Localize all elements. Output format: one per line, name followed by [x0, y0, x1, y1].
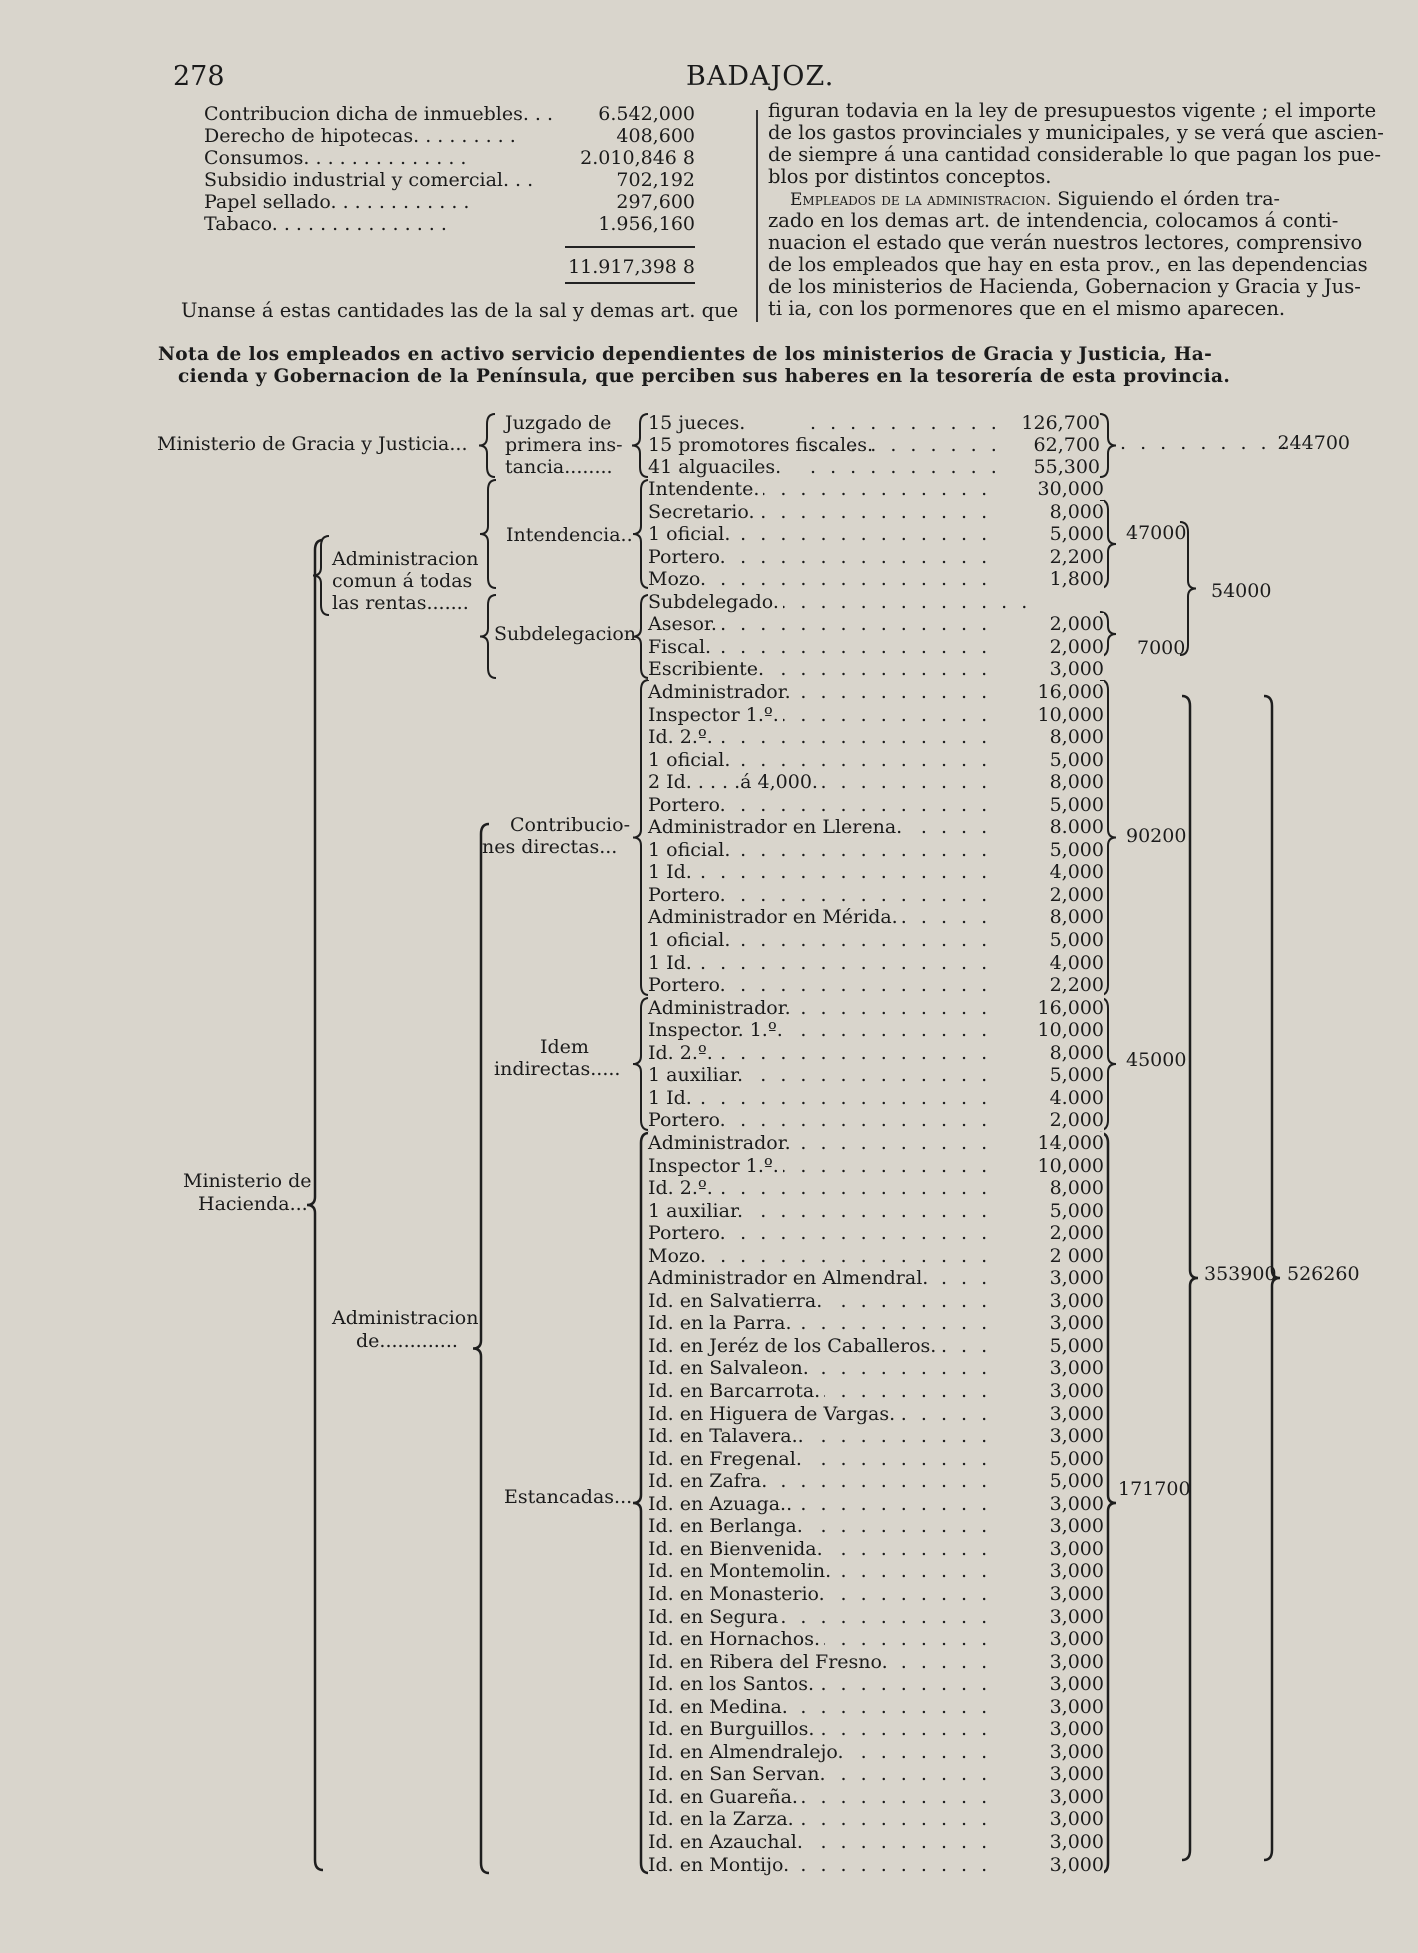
hacienda-item: 2 Id. . . . .á 4,000. [648, 771, 822, 793]
row-leader [700, 1064, 1030, 1086]
intendencia-subtotal: 47000 [1126, 522, 1187, 544]
revenue-total: 11.917,398 8 [568, 256, 695, 278]
directas-subtotal: 90200 [1126, 825, 1187, 847]
brace-comun-total [1180, 522, 1196, 655]
hacienda-amount: 2,200 [1000, 974, 1104, 996]
hacienda-amount: 3,000 [1000, 1763, 1104, 1785]
row-leader [700, 546, 1030, 568]
hacienda-amount: 3,000 [1000, 1357, 1104, 1379]
hacienda-item: 1 Id. [648, 952, 696, 974]
hacienda-amount: 3,000 [1000, 1718, 1104, 1740]
hacienda-item: Mozo. [648, 1245, 710, 1267]
hacienda-amount: 8,000 [1000, 726, 1104, 748]
hacienda-item: 1 Id. [648, 861, 696, 883]
right-col-line: de siempre á una cantidad considerable lo que pagan los pue- [768, 143, 1381, 166]
directas-label-1: Contribucio- [510, 814, 630, 836]
revenue-label: Contribucion dicha de inmuebles. . . [204, 103, 554, 125]
hacienda-item: Administrador. [648, 997, 795, 1019]
hacienda-item: Id. 2.º. [648, 1177, 717, 1199]
hacienda-amount: 5,000 [1000, 929, 1104, 951]
ministry-hacienda-2: Hacienda... [198, 1193, 308, 1215]
revenue-label: Papel sellado. . . . . . . . . . . . [204, 191, 470, 213]
hacienda-item: Portero. [648, 974, 730, 996]
row-leader [700, 929, 1030, 951]
row-leader [700, 1200, 1030, 1222]
brace-gracia-ministry [479, 414, 495, 477]
hacienda-amount: 4.000 [1000, 1087, 1104, 1109]
hacienda-amount: 5,000 [1000, 1335, 1104, 1357]
hacienda-amount: 3,000 [1000, 1741, 1104, 1763]
hacienda-item: Id. en Ribera del Fresno. [648, 1651, 892, 1673]
hacienda-item: Id. en Salvaleon. [648, 1357, 813, 1379]
brace-subdelegacion [480, 595, 496, 678]
administracion-total: 353900 [1204, 1263, 1277, 1285]
hacienda-amount: 3,000 [1000, 1606, 1104, 1628]
adm-comun-2: comun á todas [332, 570, 473, 592]
hacienda-item: Intendente. [648, 478, 763, 500]
hacienda-amount: 10,000 [1000, 1155, 1104, 1177]
hacienda-item: Subdelegado. [648, 591, 783, 613]
row-leader [700, 974, 1030, 996]
right-col-line: zado en los demas art. de intendencia, colocamos á conti- [768, 209, 1339, 232]
subdelegacion-label: Subdelegacion [494, 623, 637, 645]
hacienda-amount: 16,000 [1000, 681, 1104, 703]
hacienda-amount: 2,000 [1000, 613, 1104, 635]
hacienda-item: Id. en la Zarza. [648, 1808, 798, 1830]
hacienda-item: Portero. [648, 794, 730, 816]
row-leader [700, 726, 1030, 748]
hacienda-item: Inspector 1.º. [648, 704, 783, 726]
hacienda-amount: 4,000 [1000, 861, 1104, 883]
hacienda-amount: 8,000 [1000, 906, 1104, 928]
hacienda-item: Administrador. [648, 681, 795, 703]
hacienda-item: Id. en Guareña. [648, 1786, 802, 1808]
revenue-label: Derecho de hipotecas. . . . . . . . . [204, 125, 516, 147]
hacienda-item: 1 oficial. [648, 749, 734, 771]
hacienda-amount: 2,000 [1000, 1222, 1104, 1244]
hacienda-item: Id. en Zafra. [648, 1470, 771, 1492]
revenue-amount: 297,600 [616, 191, 695, 213]
hacienda-amount: 3,000 [1000, 1493, 1104, 1515]
hacienda-amount: 2,200 [1000, 546, 1104, 568]
hacienda-item: Id. en Higuera de Vargas. [648, 1403, 899, 1425]
hacienda-item: Id. 2.º. [648, 726, 717, 748]
hacienda-item: Id. en Monasterio. [648, 1583, 829, 1605]
hacienda-item: Id. en Hornachos. [648, 1628, 824, 1650]
hacienda-amount: 3,000 [1000, 1425, 1104, 1447]
hacienda-item: 1 oficial. [648, 523, 734, 545]
brace-intendencia [480, 480, 496, 588]
hacienda-item: 1 oficial. [648, 839, 734, 861]
hacienda-item: Id. en Jeréz de los Caballeros. [648, 1335, 940, 1357]
adm-comun-3: las rentas....... [332, 592, 469, 614]
brace-intendencia-rows [633, 480, 649, 588]
brace-subdelegacion-rows [633, 595, 649, 678]
hacienda-item: Id. en Medina. [648, 1696, 792, 1718]
hacienda-amount: 5,000 [1000, 1448, 1104, 1470]
hacienda-item: Mozo. [648, 568, 710, 590]
hacienda-item: Inspector. 1.º. [648, 1019, 787, 1041]
revenue-amount: 2.010,846 8 [580, 147, 695, 169]
table-title-line-1: Nota de los empleados en activo servicio dependientes de los ministerios de Gracia y Justicia, Ha- [158, 344, 1213, 365]
gracia-item: 15 promotores fiscales. [648, 434, 874, 456]
hacienda-amount: 2,000 [1000, 636, 1104, 658]
gracia-amount: 126,700 [1021, 412, 1100, 434]
gracia-amount: 55,300 [1033, 456, 1100, 478]
hacienda-item: Escribiente. [648, 658, 768, 680]
left-last-line: Unanse á estas cantidades las de la sal y demas art. que [181, 299, 739, 322]
hacienda-item: Id. en Segura [648, 1606, 782, 1628]
hacienda-item: 1 oficial. [648, 929, 734, 951]
hacienda-item: Portero. [648, 546, 730, 568]
hacienda-item: Id. en Montemolin. [648, 1560, 835, 1582]
estancadas-label: Estancadas... [504, 1486, 633, 1508]
hacienda-amount: 3,000 [1000, 1673, 1104, 1695]
gracia-item: 15 jueces. [648, 412, 746, 434]
brace-indirectas [633, 998, 649, 1130]
brace-adm-total [1182, 696, 1198, 1860]
directas-label-2: nes directas... [482, 836, 618, 858]
hacienda-amount: 3,000 [1000, 1808, 1104, 1830]
indirectas-label-1: Idem [540, 1036, 589, 1058]
row-leader [700, 568, 1030, 590]
row-leader [700, 839, 1030, 861]
hacienda-amount: 5,000 [1000, 1470, 1104, 1492]
hacienda-amount: 2,000 [1000, 1109, 1104, 1131]
hacienda-amount: 16,000 [1000, 997, 1104, 1019]
hacienda-grand-total: 526260 [1287, 1263, 1360, 1285]
row-leader [700, 1222, 1030, 1244]
hacienda-item: Id. en Azauchal. [648, 1831, 807, 1853]
hacienda-item: Id. en Almendralejo. [648, 1741, 848, 1763]
hacienda-amount: 10,000 [1000, 1019, 1104, 1041]
hacienda-item: 1 auxiliar. [648, 1200, 747, 1222]
hacienda-item: Administrador en Almendral. [648, 1267, 932, 1289]
juzgado-line-3: tancia........ [505, 456, 613, 478]
row-leader [700, 613, 1030, 635]
hacienda-amount: 2,000 [1000, 884, 1104, 906]
hacienda-amount: 3,000 [1000, 1403, 1104, 1425]
revenue-amount: 1.956,160 [598, 213, 695, 235]
hacienda-amount: 4,000 [1000, 952, 1104, 974]
indirectas-label-2: indirectas..... [494, 1058, 621, 1080]
hacienda-amount: 8,000 [1000, 771, 1104, 793]
hacienda-amount: 3,000 [1000, 1786, 1104, 1808]
row-leader [700, 794, 1030, 816]
gracia-total: 244700 [1277, 432, 1350, 454]
hacienda-item: Portero. [648, 1222, 730, 1244]
juzgado-line-1: Juzgado de [505, 412, 612, 434]
hacienda-amount: 3,000 [1000, 1628, 1104, 1650]
row-leader [700, 636, 1030, 658]
hacienda-item: Inspector 1.º. [648, 1155, 783, 1177]
hacienda-item: Id. 2.º. [648, 1042, 717, 1064]
ministry-hacienda-1: Ministerio de [183, 1170, 312, 1192]
hacienda-item: Administrador en Llerena. [648, 816, 906, 838]
right-col-line: de los gastos provinciales y municipales, y se verá que ascien- [768, 121, 1384, 144]
row-leader [700, 1087, 1030, 1109]
hacienda-item: Administrador. [648, 1132, 795, 1154]
hacienda-amount: 3,000 [1000, 658, 1104, 680]
hacienda-item: 1 Id. [648, 1087, 696, 1109]
hacienda-item: Id. en Talavera.. [648, 1425, 808, 1447]
revenue-label: Subsidio industrial y comercial. . . [204, 169, 534, 191]
adm-de-2: de............. [356, 1330, 458, 1352]
page-number: 278 [173, 61, 225, 92]
subdelegacion-subtotal: 7000 [1137, 637, 1186, 659]
hacienda-amount: 2 000 [1000, 1245, 1104, 1267]
hacienda-amount: 3,000 [1000, 1312, 1104, 1334]
table-title-line-2: cienda y Gobernacion de la Península, que perciben sus haberes en la tesorería de esta provincia. [178, 366, 1231, 387]
row-leader [700, 1177, 1030, 1199]
hacienda-item: Id. en San Servan. [648, 1763, 830, 1785]
hacienda-item: Id. en Barcarrota. [648, 1380, 824, 1402]
hacienda-amount: 5,000 [1000, 1064, 1104, 1086]
brace-gracia-total [1100, 414, 1116, 477]
hacienda-amount: 14,000 [1000, 1132, 1104, 1154]
hacienda-amount: 3,000 [1000, 1696, 1104, 1718]
hacienda-item: Id. en Montijo. [648, 1854, 793, 1876]
hacienda-amount: 5,000 [1000, 1200, 1104, 1222]
hacienda-amount: 30,000 [1000, 478, 1104, 500]
hacienda-amount: 5,000 [1000, 839, 1104, 861]
page-title: BADAJOZ. [686, 61, 835, 92]
hacienda-amount: 8,000 [1000, 1042, 1104, 1064]
hacienda-item: Secretario. [648, 501, 759, 523]
hacienda-item: Id. en Azuaga.. [648, 1493, 796, 1515]
row-leader [700, 884, 1030, 906]
right-col-line: ti ia, con los pormenores que en el mismo aparecen. [768, 297, 1286, 320]
row-leader [700, 861, 1030, 883]
intendencia-label: Intendencia.. [506, 524, 633, 546]
right-col-line2-0: Siguiendo el órden tra- [1051, 188, 1280, 210]
row-leader [700, 1245, 1030, 1267]
hacienda-item: Administrador en Mérida. [648, 906, 902, 928]
row-leader [700, 952, 1030, 974]
indirectas-subtotal: 45000 [1126, 1049, 1187, 1071]
hacienda-item: 1 auxiliar. [648, 1064, 747, 1086]
hacienda-amount: 3,000 [1000, 1831, 1104, 1853]
right-col-line: de los empleados que hay en esta prov., en las dependencias [768, 253, 1368, 276]
gracia-item: 41 alguaciles. [648, 456, 782, 478]
hacienda-item: Asesor. [648, 613, 721, 635]
revenue-label: Consumos. . . . . . . . . . . . . . [204, 147, 467, 169]
hacienda-amount: 3,000 [1000, 1515, 1104, 1537]
hacienda-amount: 3,000 [1000, 1290, 1104, 1312]
revenue-amount: 702,192 [616, 169, 695, 191]
revenue-amount: 408,600 [616, 125, 695, 147]
hacienda-item: Id. en Berlanga. [648, 1515, 807, 1537]
hacienda-amount: 5,000 [1000, 523, 1104, 545]
revenue-label: Tabaco. . . . . . . . . . . . . . . [204, 213, 447, 235]
hacienda-item: Id. en Burguillos. [648, 1718, 818, 1740]
hacienda-amount: 8,000 [1000, 501, 1104, 523]
brace-hacienda-ministry [307, 540, 323, 1870]
hacienda-amount: 3,000 [1000, 1854, 1104, 1876]
hacienda-amount: 3,000 [1000, 1583, 1104, 1605]
hacienda-amount: 5,000 [1000, 794, 1104, 816]
brace-grand-total [1264, 696, 1280, 1860]
hacienda-amount: 1,800 [1000, 568, 1104, 590]
hacienda-amount: 10,000 [1000, 704, 1104, 726]
hacienda-amount: 3,000 [1000, 1380, 1104, 1402]
brace-directas [633, 680, 649, 995]
ministry-gracia: Ministerio de Gracia y Justicia... [157, 433, 468, 455]
hacienda-item: Id. en Fregenal. [648, 1448, 806, 1470]
hacienda-amount: 3,000 [1000, 1560, 1104, 1582]
hacienda-amount: 3,000 [1000, 1267, 1104, 1289]
brace-adm-de [473, 824, 489, 1873]
adm-comun-1: Administracion [332, 548, 479, 570]
estancadas-subtotal: 171700 [1118, 1478, 1191, 1500]
hacienda-amount: 8.000 [1000, 816, 1104, 838]
row-leader [700, 1109, 1030, 1131]
comun-total: 54000 [1211, 580, 1272, 602]
hacienda-amount: 8,000 [1000, 1177, 1104, 1199]
right-col-line: nuacion el estado que verán nuestros lectores, comprensivo [768, 231, 1363, 254]
hacienda-item: Fiscal. [648, 636, 715, 658]
hacienda-item: Id. en Salvatierra. [648, 1290, 826, 1312]
row-leader [700, 523, 1030, 545]
right-col-line: de los ministerios de Hacienda, Gobernacion y Gracia y Jus- [768, 275, 1361, 298]
adm-de-1: Administracion [332, 1307, 479, 1329]
brace-gracia-juzgado [632, 414, 648, 477]
juzgado-line-2: primera ins- [505, 434, 623, 456]
right-col-line: figuran todavia en la ley de presupuestos vigente ; el importe [768, 99, 1377, 122]
hacienda-amount: 3,000 [1000, 1538, 1104, 1560]
hacienda-amount: 3,000 [1000, 1651, 1104, 1673]
brace-estancadas [633, 1133, 649, 1873]
hacienda-item: Id. en la Parra. [648, 1312, 796, 1334]
empleados-heading: Empleados de la administracion. [790, 190, 1052, 210]
revenue-amount: 6.542,000 [598, 103, 695, 125]
hacienda-item: Portero. [648, 884, 730, 906]
hacienda-amount: 5,000 [1000, 749, 1104, 771]
hacienda-item: Id. en Bienvenida. [648, 1538, 827, 1560]
row-leader [700, 749, 1030, 771]
row-leader [700, 1042, 1030, 1064]
hacienda-item: Id. en los Santos. [648, 1673, 818, 1695]
gracia-amount: 62,700 [1033, 434, 1100, 456]
right-col-line: blos por distintos conceptos. [768, 165, 1052, 188]
hacienda-item: Portero. [648, 1109, 730, 1131]
